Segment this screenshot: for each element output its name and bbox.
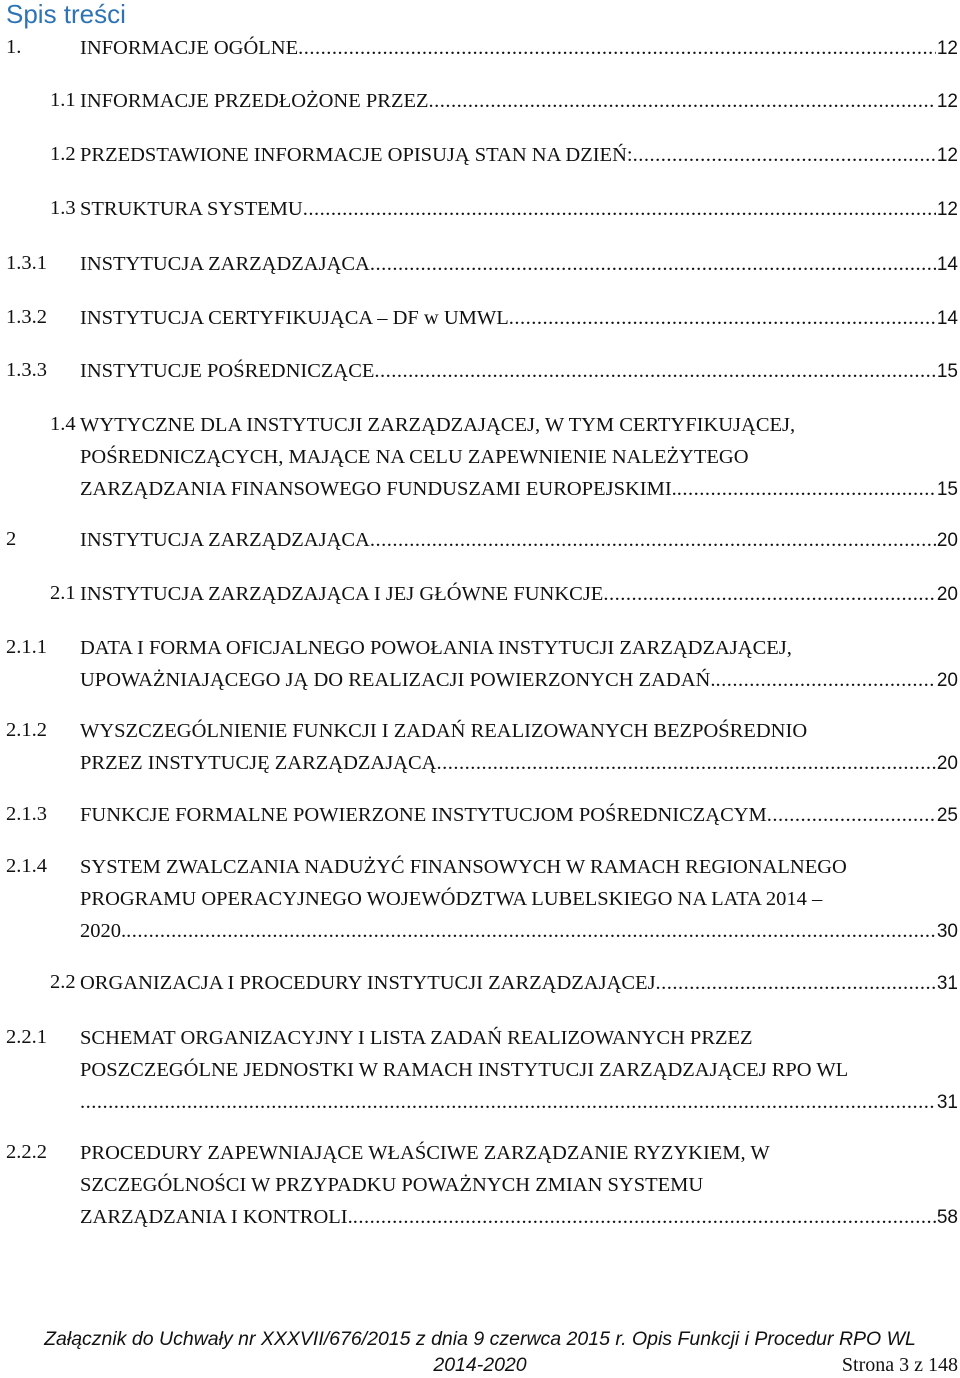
toc-entry-text: DATA I FORMA OFICJALNEGO POWOŁANIA INSTYTUCJI ZARZĄDZAJĄCEJ, — [80, 637, 792, 659]
toc-entry-last-line — [80, 1205, 958, 1230]
toc-entry-number: 1.2 — [50, 143, 76, 165]
toc-entry-last-line — [80, 919, 958, 944]
toc-entry-text: INSTYTUCJA ZARZĄDZAJĄCA — [80, 253, 370, 275]
toc-entry-text: STRUKTURA SYSTEMU — [80, 198, 303, 220]
toc-entry-text: 2020. — [80, 920, 127, 942]
dot-leader — [429, 89, 936, 113]
toc-entry-text: PRZEZ INSTYTUCJĘ ZARZĄDZAJĄCĄ — [80, 752, 437, 774]
toc-entry-number: 2.1.1 — [6, 636, 47, 658]
toc-entry-number: 2.2.2 — [6, 1141, 47, 1163]
dot-leader — [370, 252, 936, 276]
toc-entry-number: 2.1.3 — [6, 803, 47, 825]
dot-leader — [715, 668, 935, 692]
toc-page-number: 30 — [936, 921, 958, 942]
toc-entry-last-line — [80, 582, 958, 607]
toc-entry-last-line — [80, 197, 958, 222]
dot-leader — [603, 582, 936, 606]
toc-page-number: 15 — [936, 361, 958, 382]
page-number: Strona 3 z 148 — [841, 1354, 958, 1376]
toc-entry-text: INFORMACJE PRZEDŁOŻONE PRZEZ — [80, 90, 429, 112]
toc-entry-last-line — [80, 89, 958, 114]
toc-page-number: 14 — [936, 254, 958, 275]
toc-entry-text: PRZEDSTAWIONE INFORMACJE OPISUJĄ STAN NA DZIEŃ: — [80, 144, 633, 166]
toc-page-number: 31 — [936, 1092, 958, 1113]
toc-entry-number: 1.3.2 — [6, 306, 47, 328]
dot-leader — [677, 477, 936, 501]
toc-page-number: 12 — [936, 91, 958, 112]
toc-entry-number: 1.3.1 — [6, 252, 47, 274]
toc-entry-number: 1.4 — [50, 413, 76, 435]
dot-leader — [370, 528, 936, 552]
toc-entry-last-line — [80, 477, 958, 502]
toc-entry-text: WYTYCZNE DLA INSTYTUCJI ZARZĄDZAJĄCEJ, W TYM CERTYFIKUJĄCEJ, — [80, 414, 796, 436]
dot-leader — [374, 359, 935, 383]
toc-entry-last-line — [80, 668, 958, 693]
toc-entry-last-line — [80, 751, 958, 776]
toc-entry-last-line — [80, 359, 958, 384]
footer-line-1: Załącznik do Uchwały nr XXXVII/676/2015 z dnia 9 czerwca 2015 r. Opis Funkcji i Procedur RPO WL — [44, 1328, 916, 1350]
toc-entry-text: WYSZCZEGÓLNIENIE FUNKCJI I ZADAŃ REALIZOWANYCH BEZPOŚREDNIO — [80, 720, 808, 742]
dot-leader — [633, 143, 936, 167]
toc-entry-text: PROGRAMU OPERACYJNEGO WOJEWÓDZTWA LUBELSKIEGO NA LATA 2014 – — [80, 888, 823, 910]
toc-entry-text: INFORMACJE OGÓLNE — [80, 37, 299, 59]
dot-leader — [353, 1205, 936, 1229]
toc-page-number: 12 — [936, 145, 958, 166]
toc-entry-number: 1.3 — [50, 197, 76, 219]
toc-entry-text: SCHEMAT ORGANIZACYJNY I LISTA ZADAŃ REALIZOWANYCH PRZEZ — [80, 1027, 753, 1049]
toc-entry-text: ZARZĄDZANIA I KONTROLI. — [80, 1206, 353, 1228]
toc-entry-number: 2.1 — [50, 582, 76, 604]
toc-entry-last-line — [80, 971, 958, 996]
toc-page-number: 12 — [936, 199, 958, 220]
dot-leader — [303, 197, 936, 221]
toc-entry-text: INSTYTUCJE POŚREDNICZĄCE — [80, 360, 375, 382]
dot-leader — [126, 919, 936, 943]
toc-entry-last-line — [80, 803, 958, 828]
toc-entry-number: 2.1.4 — [6, 855, 47, 877]
toc-page-number: 25 — [936, 805, 958, 826]
toc-entry-last-line — [80, 1090, 958, 1115]
toc-entry-last-line — [80, 36, 958, 61]
toc-entry-number: 2 — [6, 528, 17, 550]
toc-title: Spis treści — [6, 0, 126, 29]
toc-entry-number: 2.2.1 — [6, 1026, 47, 1048]
toc-page-number: 58 — [936, 1207, 958, 1228]
toc-entry-text: INSTYTUCJA ZARZĄDZAJĄCA I JEJ GŁÓWNE FUNKCJE — [80, 583, 604, 605]
toc-entry-text: SZCZEGÓLNOŚCI W PRZYPADKU POWAŻNYCH ZMIAN SYSTEMU — [80, 1174, 704, 1196]
toc-entry-text: SYSTEM ZWALCZANIA NADUŻYĆ FINANSOWYCH W RAMACH REGIONALNEGO — [80, 856, 847, 878]
toc-entry-number: 2.2 — [50, 971, 76, 993]
toc-entry-last-line — [80, 252, 958, 277]
toc-entry-text: UPOWAŻNIAJĄCEGO JĄ DO REALIZACJI POWIERZONYCH ZADAŃ. — [80, 669, 716, 691]
toc-entry-number: 1. — [6, 36, 22, 58]
toc-entry-last-line — [80, 306, 958, 331]
footer-line-2 — [0, 1352, 960, 1378]
toc-page-number: 15 — [936, 479, 958, 500]
toc-entry-last-line — [80, 143, 958, 168]
toc-page-number: 20 — [936, 584, 958, 605]
dot-leader — [656, 971, 936, 995]
toc-entry-text: ORGANIZACJA I PROCEDURY INSTYTUCJI ZARZĄDZAJĄCEJ — [80, 972, 656, 994]
dot-leader — [509, 306, 936, 330]
toc-entry-text: FUNKCJE FORMALNE POWIERZONE INSTYTUCJOM POŚREDNICZĄCYM — [80, 804, 767, 826]
footer-years: 2014-2020 — [433, 1354, 527, 1376]
toc-entry-number: 1.3.3 — [6, 359, 47, 381]
toc-entry-text: INSTYTUCJA ZARZĄDZAJĄCA — [80, 529, 370, 551]
dot-leader — [767, 803, 936, 827]
toc-page-number: 14 — [936, 308, 958, 329]
toc-entry-text: POSZCZEGÓLNE JEDNOSTKI W RAMACH INSTYTUCJI ZARZĄDZAJĄCEJ RPO WL — [80, 1059, 849, 1081]
toc-entry-text: POŚREDNICZĄCYCH, MAJĄCE NA CELU ZAPEWNIENIE NALEŻYTEGO — [80, 446, 749, 468]
dot-leader — [80, 1090, 936, 1114]
toc-page-number: 20 — [936, 530, 958, 551]
toc-entry-number: 1.1 — [50, 89, 76, 111]
toc-entry-text: PROCEDURY ZAPEWNIAJĄCE WŁAŚCIWE ZARZĄDZANIE RYZYKIEM, W — [80, 1142, 770, 1164]
toc-entry-number: 2.1.2 — [6, 719, 47, 741]
toc-page-number: 20 — [936, 753, 958, 774]
dot-leader — [298, 36, 936, 60]
dot-leader — [436, 751, 935, 775]
toc-page-number: 20 — [936, 670, 958, 691]
toc-page-number: 31 — [936, 973, 958, 994]
toc-page-number: 12 — [936, 38, 958, 59]
toc-entry-text: ZARZĄDZANIA FINANSOWEGO FUNDUSZAMI EUROPEJSKIMI. — [80, 478, 677, 500]
toc-entry-text: INSTYTUCJA CERTYFIKUJĄCA – DF w UMWL — [80, 307, 509, 329]
toc-entry-last-line — [80, 528, 958, 553]
